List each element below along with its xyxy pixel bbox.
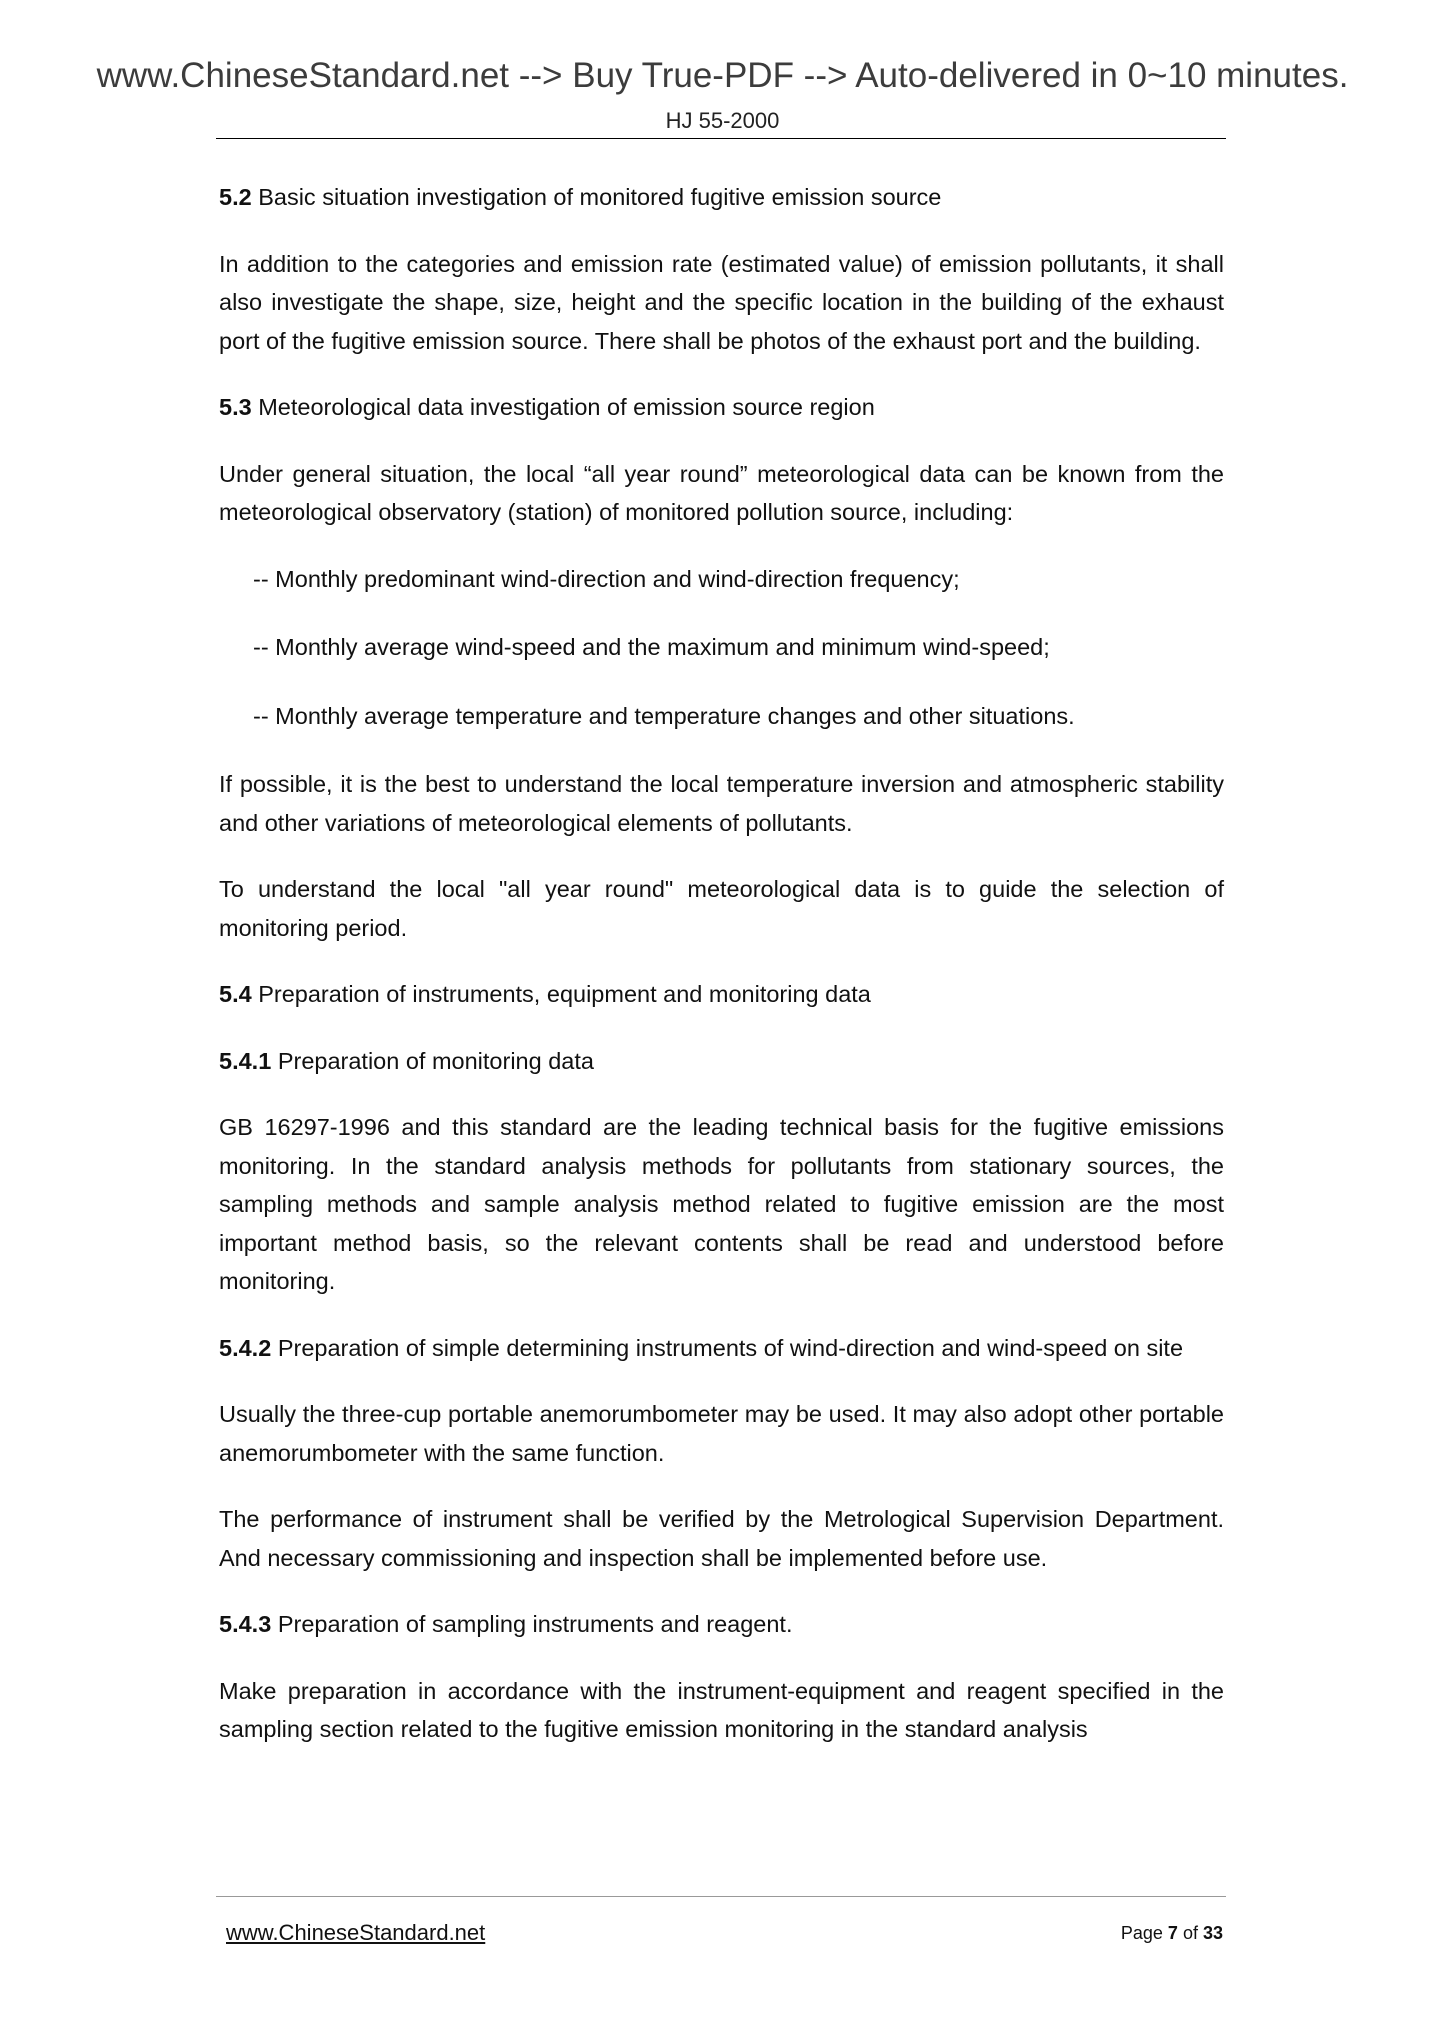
paragraph: Usually the three-cup portable anemorumbometer may be used. It may also adopt other portable anemorumbometer with the same function. xyxy=(219,1401,1224,1466)
section-title: Preparation of sampling instruments and reagent. xyxy=(277,1611,793,1637)
header-divider xyxy=(216,138,1226,139)
paragraph: In addition to the categories and emission rate (estimated value) of emission pollutants, it shall also investigate the shape, size, height and the specific location in the building of the exhaust port of the fugitive emission source. There shall be photos of the exhaust port and the building. xyxy=(219,250,1224,354)
site-banner: www.ChineseStandard.net --> Buy True-PDF --> Auto-delivered in 0~10 minutes. xyxy=(96,56,1349,95)
section-title: Preparation of simple determining instruments of wind-direction and wind-speed on site xyxy=(277,1334,1184,1361)
section-title: Preparation of monitoring data xyxy=(277,1047,594,1074)
section-number: 5.3 xyxy=(219,394,252,420)
section-number: 5.4 xyxy=(219,981,252,1007)
section-5-3-heading xyxy=(219,388,1224,427)
section-5-4-heading xyxy=(219,975,1224,1014)
page-total: 33 xyxy=(1202,1923,1223,1943)
footer-divider xyxy=(216,1896,1226,1897)
paragraph: Make preparation in accordance with the instrument-equipment and reagent specified in the sampling section related to the fugitive emission monitoring in the standard analysis xyxy=(219,1677,1224,1742)
page-number: 7 xyxy=(1167,1923,1178,1943)
list-item: -- Monthly average temperature and temperature changes and other situations. xyxy=(253,702,1075,729)
paragraph: To understand the local "all year round" meteorological data is to guide the selection of monitoring period. xyxy=(219,876,1224,941)
section-5-4-3-heading xyxy=(219,1605,1224,1644)
paragraph: Under general situation, the local “all year round” meteorological data can be known from the meteorological observatory (station) of monitored pollution source, including: xyxy=(219,460,1224,525)
document-code: HJ 55-2000 xyxy=(665,108,780,133)
list-item: -- Monthly predominant wind-direction and wind-direction frequency; xyxy=(253,565,960,592)
section-number: 5.2 xyxy=(219,184,252,210)
list-item: -- Monthly average wind-speed and the maximum and minimum wind-speed; xyxy=(253,634,1050,660)
section-5-4-1-heading xyxy=(219,1042,1224,1081)
paragraph: GB 16297-1996 and this standard are the leading technical basis for the fugitive emissions monitoring. In the standard analysis methods for pollutants from stationary sources, the sampling methods and sample analysis method related to fugitive emission are the most important method basis, so the relevant contents shall be read and understood before monitoring. xyxy=(219,1114,1224,1294)
paragraph: The performance of instrument shall be verified by the Metrological Supervision Department. And necessary commissioning and inspection shall be implemented before use. xyxy=(219,1506,1224,1571)
page-counter xyxy=(1121,1923,1223,1944)
section-5-2-heading xyxy=(219,178,1224,217)
of-word: of xyxy=(1182,1923,1198,1943)
section-number: 5.4.1 xyxy=(219,1047,272,1074)
section-title: Basic situation investigation of monitored fugitive emission source xyxy=(258,184,942,210)
paragraph: If possible, it is the best to understand the local temperature inversion and atmospheric stability and other variations of meteorological elements of pollutants. xyxy=(219,771,1224,836)
section-number: 5.4.2 xyxy=(219,1334,272,1361)
section-number: 5.4.3 xyxy=(219,1611,272,1637)
page-word: Page xyxy=(1120,1923,1163,1943)
section-title: Meteorological data investigation of emission source region xyxy=(258,394,875,420)
footer-site-link[interactable]: www.ChineseStandard.net xyxy=(226,1920,486,1945)
page-content xyxy=(219,178,1224,1777)
section-title: Preparation of instruments, equipment and monitoring data xyxy=(258,981,871,1007)
section-5-4-2-heading xyxy=(219,1329,1224,1368)
